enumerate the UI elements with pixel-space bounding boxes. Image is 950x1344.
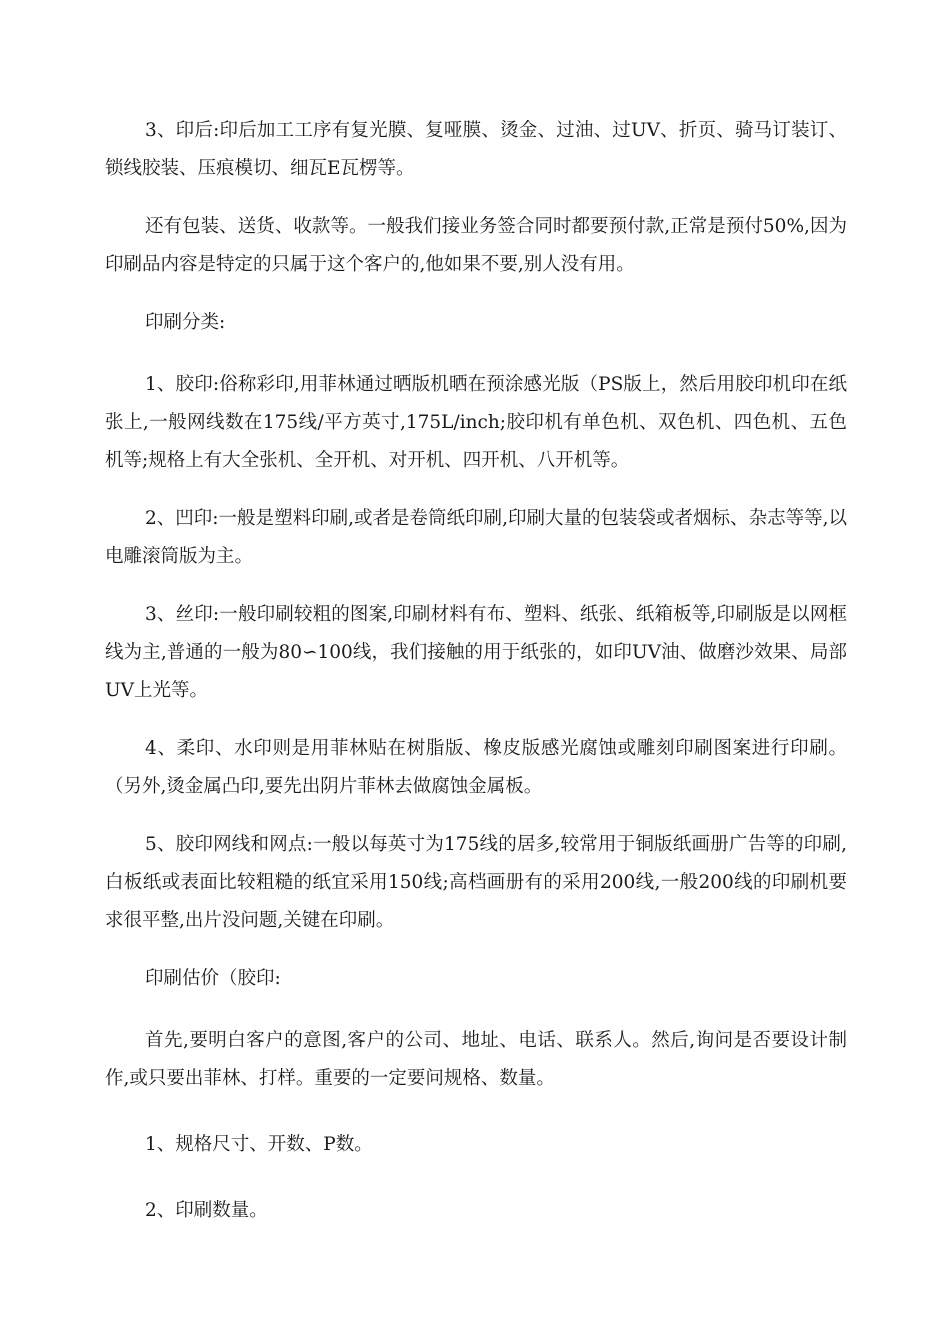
paragraph-screen-printing: 3、丝印:一般印刷较粗的图案,印刷材料有布、塑料、纸张、纸箱板等,印刷版是以网框线为主,普通的一般为80∽100线，我们接触的用于纸张的，如印UV油、做磨沙效果、局部UV上光等。 <box>105 604 847 701</box>
paragraph-flexo-printing: 4、柔印、水印则是用菲林贴在树脂版、橡皮版感光腐蚀或雕刻印刷图案进行印刷。（另外,烫金属凸印,要先出阴片菲林去做腐蚀金属板。 <box>105 738 847 797</box>
heading-print-categories: 印刷分类: <box>145 312 226 333</box>
list-item-print-quantity: 2、印刷数量。 <box>145 1200 268 1221</box>
paragraph-post-press: 3、印后:印后加工工序有复光膜、复哑膜、烫金、过油、过UV、折页、骑马订装订、锁线胶装、压痕模切、细瓦E瓦楞等。 <box>105 120 847 179</box>
paragraph-offset-printing: 1、胶印:俗称彩印,用菲林通过晒版机晒在预涂感光版（PS版上，然后用胶印机印在纸张上,一般网线数在175线/平方英寸,175L/inch;胶印机有单色机、双色机、四色机、五色机等;规格上有大全张机、全开机、对开机、四开机、八开机等。 <box>105 374 847 471</box>
paragraph-gravure-printing: 2、凹印:一般是塑料印刷,或者是卷筒纸印刷,印刷大量的包装袋或者烟标、杂志等等,以电雕滚筒版为主。 <box>105 508 847 567</box>
paragraph-client-intent: 首先,要明白客户的意图,客户的公司、地址、电话、联系人。然后,询问是否要设计制作,或只要出菲林、打样。重要的一定要问规格、数量。 <box>105 1030 847 1089</box>
document-page <box>105 112 847 1250</box>
paragraph-screen-lines: 5、胶印网线和网点:一般以每英寸为175线的居多,较常用于铜版纸画册广告等的印刷,白板纸或表面比较粗糙的纸宜采用150线;高档画册有的采用200线,一般200线的印刷机要求很平整,出片没问题,关键在印刷。 <box>105 834 847 931</box>
list-item-spec-size: 1、规格尺寸、开数、P数。 <box>145 1134 373 1155</box>
heading-print-estimate: 印刷估价（胶印: <box>145 968 281 989</box>
paragraph-packaging-payment: 还有包装、送货、收款等。一般我们接业务签合同时都要预付款,正常是预付50%,因为印刷品内容是特定的只属于这个客户的,他如果不要,别人没有用。 <box>105 216 847 275</box>
